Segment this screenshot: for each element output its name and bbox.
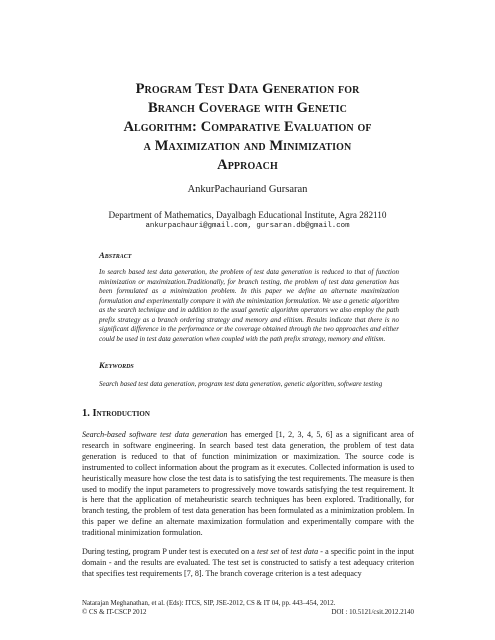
intro-p1-emphasis: Search-based software test data generation	[82, 430, 228, 439]
abstract-heading: Abstract	[99, 250, 132, 260]
title-line-5: Approach	[217, 157, 278, 173]
intro-p2-text-e: - a specific point in the input domain - and the results are evaluated. The test set is constructed to satisfy a test adequacy criterion that specifies test requirements [7, 8]. The branch coverage criterion is a test adequacy	[82, 547, 414, 578]
intro-p2-text-a: During testing, program P under test is executed on a	[82, 547, 257, 556]
section-introduction-heading	[82, 408, 150, 419]
paper-title	[60, 80, 435, 175]
footer-row	[82, 609, 414, 618]
intro-paragraph-2	[82, 547, 414, 580]
footer-citation: Natarajan Meghanathan, et al. (Eds): ITCS, SIP, JSE-2012, CS & IT 04, pp. 443–454, 2012.	[82, 600, 336, 607]
intro-p2-emphasis-test-data: test data	[290, 547, 319, 556]
title-line-2: Branch Coverage with Genetic	[147, 100, 347, 116]
title-line-4: a Maximization and Minimization	[143, 138, 352, 154]
page-footer	[82, 600, 414, 617]
title-line-3: Algorithm: Comparative Evaluation of	[123, 119, 372, 135]
footer-doi: DOI : 10.5121/csit.2012.2140	[331, 608, 414, 616]
author-emails: ankurpachauri@gmail.com, gursaran.db@gmail.com	[145, 222, 350, 230]
intro-p2-emphasis-test-set: test set	[257, 547, 280, 556]
title-line-1: Program Test Data Generation for	[135, 81, 360, 97]
affiliation: Department of Mathematics, Dayalbagh Educational Institute, Agra 282110	[108, 210, 387, 220]
intro-p1-text: has emerged [1, 2, 3, 4, 5, 6] as a significant area of research in software engineering. In search based test data generation, the problem of test data generation is reduced to that of function minimization or maximization. The source code is instrumented to collect information about the program as it executes. Collected information is used to heuristically measure how close the test data is to satisfying the test requirements. The measure is then used to modify the input parameters to progressively move towards satisfying the test requirement. It is here that the application of metaheuristic search techniques has been explored. Traditionally, for branch testing, the problem of test data generation has been formulated as a minimization problem. In this paper we define an alternate maximization formulation and experimentally compare with the traditional minimization formulation.	[82, 430, 414, 538]
intro-p2-text-c: of	[279, 547, 291, 556]
footer-copyright: © CS & IT-CSCP 2012	[82, 608, 147, 616]
abstract-text: In search based test data generation, the problem of test data generation is reduced to that of function minimization or maximization.Traditionally, for branch testing, the problem of test data generation has been formulated as a minimization problem. In this paper we define an alternate maximization formulation and experimentally compare it with the minimization formulation. We use a genetic algorithm as the search technique and in addition to the usual genetic algorithm operators we also employ the path prefix strategy as a branch ordering strategy and memory and elitism. Results indicate that there is no significant difference in the performance or the coverage obtained through the two approaches and either could be used in test data generation when coupled with the path prefix strategy, memory and elitism.	[99, 268, 399, 343]
section-number: 1.	[82, 408, 90, 419]
section-title: Introduction	[92, 408, 150, 419]
keywords-heading: Keywords	[99, 360, 134, 370]
intro-paragraph-1	[82, 430, 414, 539]
keywords-text: Search based test data generation, program test data generation, genetic algorithm, software testing	[99, 380, 383, 388]
authors: AnkurPachauriand Gursaran	[187, 184, 308, 195]
